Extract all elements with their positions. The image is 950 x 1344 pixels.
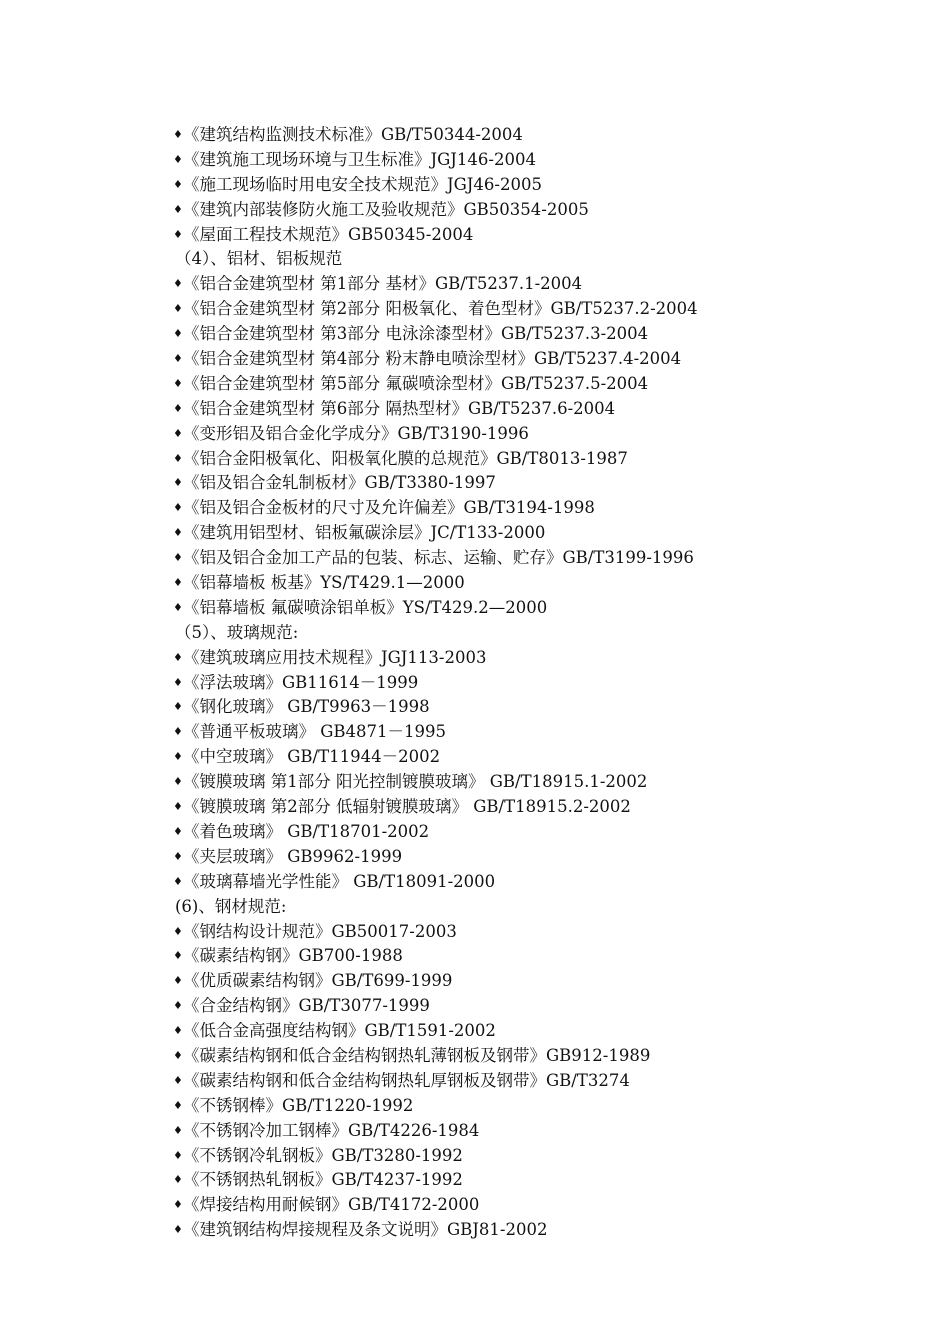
standard-entry-text: 《铝合金建筑型材 第2部分 阳极氧化、着色型材》GB/T5237.2-2004 <box>183 299 698 319</box>
diamond-bullet-icon: ♦ <box>173 576 183 590</box>
diamond-bullet-icon: ♦ <box>173 1024 183 1038</box>
list-item <box>173 920 913 945</box>
list-item <box>173 322 913 347</box>
diamond-bullet-icon: ♦ <box>173 352 183 366</box>
diamond-bullet-icon: ♦ <box>173 501 183 515</box>
standard-entry-text: 《镀膜玻璃 第2部分 低辐射镀膜玻璃》 GB/T18915.2-2002 <box>183 797 631 817</box>
standard-entry-text: 《钢化玻璃》 GB/T9963－1998 <box>183 697 430 717</box>
standard-entry-text: 《玻璃幕墙光学性能》 GB/T18091-2000 <box>183 871 496 891</box>
standard-entry-text: 《优质碳素结构钢》GB/T699-1999 <box>183 971 453 991</box>
standard-entry-text: 《铝及铝合金加工产品的包装、标志、运输、贮存》GB/T3199-1996 <box>183 548 694 568</box>
standard-entry-text: 《变形铝及铝合金化学成分》GB/T3190-1996 <box>183 423 529 443</box>
list-item <box>173 347 913 372</box>
diamond-bullet-icon: ♦ <box>173 999 183 1013</box>
diamond-bullet-icon: ♦ <box>173 600 183 614</box>
list-item <box>173 1019 913 1044</box>
diamond-bullet-icon: ♦ <box>173 1223 183 1237</box>
list-item <box>173 969 913 994</box>
diamond-bullet-icon: ♦ <box>173 849 183 863</box>
list-item <box>173 646 913 671</box>
list-item <box>173 148 913 173</box>
list-item <box>173 546 913 571</box>
diamond-bullet-icon: ♦ <box>173 1098 183 1112</box>
standard-entry-text: 《碳素结构钢和低合金结构钢热轧厚钢板及钢带》GB/T3274 <box>183 1070 630 1090</box>
diamond-bullet-icon: ♦ <box>173 650 183 664</box>
diamond-bullet-icon: ♦ <box>173 551 183 565</box>
standard-entry-text: 《不锈钢冷加工钢棒》GB/T4226-1984 <box>183 1120 480 1140</box>
standard-entry-text: 《普通平板玻璃》 GB4871－1995 <box>183 722 447 742</box>
list-item <box>173 272 913 297</box>
diamond-bullet-icon: ♦ <box>173 700 183 714</box>
list-item <box>173 671 913 696</box>
list-item <box>173 1119 913 1144</box>
diamond-bullet-icon: ♦ <box>173 1173 183 1187</box>
standard-entry-text: 《建筑钢结构焊接规程及条文说明》GBJ81-2002 <box>183 1220 548 1240</box>
diamond-bullet-icon: ♦ <box>173 327 183 341</box>
standard-entry-text: 《浮法玻璃》GB11614－1999 <box>183 672 419 692</box>
list-item <box>173 795 913 820</box>
list-item <box>173 994 913 1019</box>
standard-entry-text: 《铝合金阳极氧化、阳极氧化膜的总规范》GB/T8013-1987 <box>183 448 628 468</box>
standard-entry-text: 《不锈钢棒》GB/T1220-1992 <box>183 1095 414 1115</box>
standard-entry-text: 《夹层玻璃》 GB9962-1999 <box>183 846 403 866</box>
list-item <box>173 198 913 223</box>
standard-entry-text: 《钢结构设计规范》GB50017-2003 <box>183 921 457 941</box>
diamond-bullet-icon: ♦ <box>173 675 183 689</box>
section-heading: (6)、钢材规范: <box>175 896 287 916</box>
standard-entry-text: 《不锈钢冷轧钢板》GB/T3280-1992 <box>183 1145 463 1165</box>
standard-entry-text: 《建筑结构监测技术标准》GB/T50344-2004 <box>183 125 523 144</box>
standard-entry-text: 《合金结构钢》GB/T3077-1999 <box>183 996 430 1016</box>
list-item <box>173 1218 913 1243</box>
list-item <box>173 1193 913 1218</box>
standard-entry-text: 《建筑用铝型材、铝板氟碳涂层》JC/T133-2000 <box>183 523 546 543</box>
list-item <box>173 596 913 621</box>
list-item <box>173 422 913 447</box>
standard-entry-text: 《铝合金建筑型材 第6部分 隔热型材》GB/T5237.6-2004 <box>183 398 616 418</box>
standard-entry-text: 《铝合金建筑型材 第5部分 氟碳喷涂型材》GB/T5237.5-2004 <box>183 373 649 393</box>
diamond-bullet-icon: ♦ <box>173 128 183 141</box>
standard-entry-text: 《建筑玻璃应用技术规程》JGJ113-2003 <box>183 647 487 667</box>
diamond-bullet-icon: ♦ <box>173 1198 183 1212</box>
standard-entry-text: 《碳素结构钢和低合金结构钢热轧薄钢板及钢带》GB912-1989 <box>183 1045 651 1065</box>
diamond-bullet-icon: ♦ <box>173 227 183 241</box>
list-item <box>173 1069 913 1094</box>
list-item <box>173 944 913 969</box>
diamond-bullet-icon: ♦ <box>173 775 183 789</box>
list-item <box>173 521 913 546</box>
standard-entry-text: 《铝及铝合金板材的尺寸及允许偏差》GB/T3194-1998 <box>183 498 595 518</box>
diamond-bullet-icon: ♦ <box>173 451 183 465</box>
standard-entry-text: 《镀膜玻璃 第1部分 阳光控制镀膜玻璃》 GB/T18915.1-2002 <box>183 772 648 792</box>
diamond-bullet-icon: ♦ <box>173 1148 183 1162</box>
list-item <box>173 870 913 895</box>
standard-entry-text: 《施工现场临时用电安全技术规范》JGJ46-2005 <box>183 174 542 194</box>
standard-entry-text: 《铝幕墙板 板基》YS/T429.1—2000 <box>183 573 465 593</box>
list-item <box>173 372 913 397</box>
list-item <box>173 1144 913 1169</box>
list-item <box>173 297 913 322</box>
list-item <box>173 571 913 596</box>
list-item <box>173 1168 913 1193</box>
diamond-bullet-icon: ♦ <box>173 526 183 540</box>
diamond-bullet-icon: ♦ <box>173 277 183 291</box>
standard-entry-text: 《屋面工程技术规范》GB50345-2004 <box>183 224 474 244</box>
standard-entry-text: 《不锈钢热轧钢板》GB/T4237-1992 <box>183 1170 463 1190</box>
standard-entry-text: 《焊接结构用耐候钢》GB/T4172-2000 <box>183 1195 480 1215</box>
standard-entry-text: 《铝合金建筑型材 第3部分 电泳涂漆型材》GB/T5237.3-2004 <box>183 324 649 344</box>
diamond-bullet-icon: ♦ <box>173 1123 183 1137</box>
standard-entry-text: 《建筑内部装修防火施工及验收规范》GB50354-2005 <box>183 199 589 219</box>
diamond-bullet-icon: ♦ <box>173 725 183 739</box>
diamond-bullet-icon: ♦ <box>173 924 183 938</box>
diamond-bullet-icon: ♦ <box>173 426 183 440</box>
standard-entry-text: 《铝及铝合金轧制板材》GB/T3380-1997 <box>183 473 496 493</box>
list-item <box>173 820 913 845</box>
list-item <box>173 745 913 770</box>
list-item <box>173 1044 913 1069</box>
standard-entry-text: 《中空玻璃》 GB/T11944－2002 <box>183 747 441 767</box>
list-item <box>173 720 913 745</box>
list-item <box>173 223 913 248</box>
list-item <box>173 1094 913 1119</box>
section-heading: （4）、铝材、铝板规范 <box>175 249 343 269</box>
list-item <box>173 447 913 472</box>
standard-entry-text: 《碳素结构钢》GB700-1988 <box>183 946 403 966</box>
standard-entry-text: 《铝合金建筑型材 第1部分 基材》GB/T5237.1-2004 <box>183 274 583 294</box>
list-item <box>173 695 913 720</box>
diamond-bullet-icon: ♦ <box>173 476 183 490</box>
section-heading: （5）、玻璃规范: <box>175 622 299 642</box>
diamond-bullet-icon: ♦ <box>173 750 183 764</box>
list-item <box>173 845 913 870</box>
list-item <box>173 173 913 198</box>
standard-entry-text: 《铝合金建筑型材 第4部分 粉末静电喷涂型材》GB/T5237.4-2004 <box>183 349 682 369</box>
standard-entry-text: 《着色玻璃》 GB/T18701-2002 <box>183 821 430 841</box>
diamond-bullet-icon: ♦ <box>173 800 183 814</box>
list-item <box>173 471 913 496</box>
diamond-bullet-icon: ♦ <box>173 1073 183 1087</box>
list-item <box>173 770 913 795</box>
diamond-bullet-icon: ♦ <box>173 302 183 316</box>
standard-entry-text: 《低合金高强度结构钢》GB/T1591-2002 <box>183 1021 496 1041</box>
diamond-bullet-icon: ♦ <box>173 974 183 988</box>
standard-entry-text: 《建筑施工现场环境与卫生标准》JGJ146-2004 <box>183 149 536 169</box>
list-item <box>173 397 913 422</box>
diamond-bullet-icon: ♦ <box>173 401 183 415</box>
diamond-bullet-icon: ♦ <box>173 177 183 191</box>
diamond-bullet-icon: ♦ <box>173 152 183 166</box>
diamond-bullet-icon: ♦ <box>173 202 183 216</box>
standard-entry-text: 《铝幕墙板 氟碳喷涂铝单板》YS/T429.2—2000 <box>183 597 548 617</box>
diamond-bullet-icon: ♦ <box>173 376 183 390</box>
standards-list <box>173 123 913 1243</box>
list-item <box>173 496 913 521</box>
list-item <box>173 123 913 148</box>
diamond-bullet-icon: ♦ <box>173 949 183 963</box>
diamond-bullet-icon: ♦ <box>173 1048 183 1062</box>
diamond-bullet-icon: ♦ <box>173 824 183 838</box>
diamond-bullet-icon: ♦ <box>173 874 183 888</box>
